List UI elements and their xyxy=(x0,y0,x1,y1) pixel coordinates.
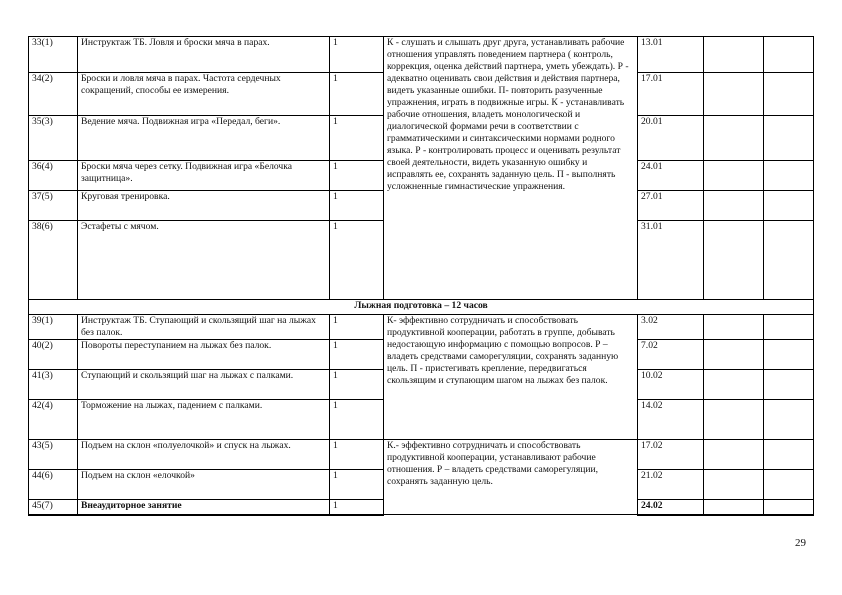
lesson-hours: 1 xyxy=(330,340,384,370)
extra-cell-1 xyxy=(704,73,764,116)
extra-cell-2 xyxy=(764,161,814,191)
lesson-number: 35(3) xyxy=(29,116,78,161)
lesson-number: 41(3) xyxy=(29,370,78,400)
lesson-number: 39(1) xyxy=(29,315,78,340)
lesson-topic: Броски и ловля мяча в парах. Частота сердечных сокращений, способы ее измерения. xyxy=(78,73,330,116)
lesson-topic: Подъем на склон «елочкой» xyxy=(78,470,330,500)
extra-cell-1 xyxy=(704,470,764,500)
lesson-number: 34(2) xyxy=(29,73,78,116)
lesson-hours: 1 xyxy=(330,400,384,440)
lesson-topic: Круговая тренировка. xyxy=(78,191,330,221)
extra-cell-2 xyxy=(764,340,814,370)
lesson-topic: Подъем на склон «полуелочкой» и спуск на лыжах. xyxy=(78,440,330,470)
section-title: Лыжная подготовка – 12 часов xyxy=(29,300,814,315)
lesson-hours: 1 xyxy=(330,470,384,500)
lesson-topic: Торможение на лыжах, падением с палками. xyxy=(78,400,330,440)
lesson-date: 24.01 xyxy=(638,161,704,191)
ucd-description: К - слушать и слышать друг друга, устанавливать рабочие отношения управлять поведением партнера ( контроль, коррекция, оценка действий партнера, уметь убеждать). Р - адекватно оценивать свои действия и действия партнера, видеть указанные ошибки. П- повторить разученные упражнения, играть в подвижные игры. К - устанавливать рабочие отношения, владеть монологической и диалогической формами речи в соответствии с грамматическими и синтаксическими нормами родного языка. Р - контролировать процесс и оценивать результат своей деятельности, видеть указанную ошибку и исправлять ее, сохранять заданную цель. П - выполнять усложненные гимнастические упражнения. xyxy=(384,37,638,300)
extra-cell-1 xyxy=(704,37,764,73)
extra-cell-2 xyxy=(764,500,814,515)
lesson-date: 7.02 xyxy=(638,340,704,370)
extra-cell-1 xyxy=(704,315,764,340)
extra-cell-1 xyxy=(704,400,764,440)
extra-cell-2 xyxy=(764,221,814,300)
lesson-date: 17.01 xyxy=(638,73,704,116)
extra-cell-2 xyxy=(764,37,814,73)
lesson-hours: 1 xyxy=(330,161,384,191)
extra-cell-1 xyxy=(704,221,764,300)
lesson-date: 3.02 xyxy=(638,315,704,340)
lesson-hours: 1 xyxy=(330,221,384,300)
lesson-plan-table xyxy=(28,36,814,516)
extra-cell-2 xyxy=(764,370,814,400)
lesson-hours: 1 xyxy=(330,440,384,470)
lesson-number: 43(5) xyxy=(29,440,78,470)
lesson-date: 20.01 xyxy=(638,116,704,161)
extra-cell-2 xyxy=(764,73,814,116)
page-number: 29 xyxy=(795,537,806,549)
lesson-topic: Броски мяча через сетку. Подвижная игра «Белочка защитница». xyxy=(78,161,330,191)
extra-cell-2 xyxy=(764,440,814,470)
extra-cell-1 xyxy=(704,191,764,221)
lesson-date: 24.02 xyxy=(638,500,704,515)
lesson-date: 17.02 xyxy=(638,440,704,470)
lesson-hours: 1 xyxy=(330,370,384,400)
lesson-date: 13.01 xyxy=(638,37,704,73)
extra-cell-2 xyxy=(764,116,814,161)
extra-cell-2 xyxy=(764,400,814,440)
lesson-topic: Ступающий и скользящий шаг на лыжах с палками. xyxy=(78,370,330,400)
table-row xyxy=(29,37,814,73)
lesson-topic: Повороты переступанием на лыжах без палок. xyxy=(78,340,330,370)
lesson-number: 42(4) xyxy=(29,400,78,440)
extra-cell-2 xyxy=(764,191,814,221)
lesson-topic: Внеаудиторное занятие xyxy=(78,500,330,515)
lesson-number: 37(5) xyxy=(29,191,78,221)
extra-cell-1 xyxy=(704,116,764,161)
lesson-hours: 1 xyxy=(330,37,384,73)
extra-cell-2 xyxy=(764,470,814,500)
lesson-topic: Инструктаж ТБ. Ловля и броски мяча в парах. xyxy=(78,37,330,73)
lesson-date: 27.01 xyxy=(638,191,704,221)
lesson-number: 40(2) xyxy=(29,340,78,370)
extra-cell-1 xyxy=(704,370,764,400)
lesson-hours: 1 xyxy=(330,73,384,116)
extra-cell-1 xyxy=(704,340,764,370)
extra-cell-1 xyxy=(704,440,764,470)
lesson-date: 14.02 xyxy=(638,400,704,440)
extra-cell-2 xyxy=(764,315,814,340)
lesson-hours: 1 xyxy=(330,116,384,161)
lesson-number: 36(4) xyxy=(29,161,78,191)
lesson-date: 10.02 xyxy=(638,370,704,400)
lesson-number: 45(7) xyxy=(29,500,78,515)
lesson-topic: Ведение мяча. Подвижная игра «Передал, беги». xyxy=(78,116,330,161)
ucd-description: К.- эффективно сотрудничать и способствовать продуктивной кооперации, устанавливают рабочие отношения. Р – владеть средствами саморегуляции, сохранять заданную цель. xyxy=(384,440,638,515)
table-row xyxy=(29,440,814,470)
table-row xyxy=(29,315,814,340)
lesson-topic: Эстафеты с мячом. xyxy=(78,221,330,300)
lesson-number: 33(1) xyxy=(29,37,78,73)
lesson-number: 38(6) xyxy=(29,221,78,300)
lesson-number: 44(6) xyxy=(29,470,78,500)
extra-cell-1 xyxy=(704,161,764,191)
section-header-row xyxy=(29,300,814,315)
lesson-date: 21.02 xyxy=(638,470,704,500)
lesson-hours: 1 xyxy=(330,191,384,221)
lesson-topic: Инструктаж ТБ. Ступающий и скользящий шаг на лыжах без палок. xyxy=(78,315,330,340)
ucd-description: К- эффективно сотрудничать и способствовать продуктивной кооперации, работать в группе, добывать недостающую информацию с помощью вопросов. Р – владеть средствами саморегуляции, сохранять заданную цель. П - пристегивать крепление, передвигаться скользящим и ступающим шагом на лыжах без палок. xyxy=(384,315,638,440)
lesson-hours: 1 xyxy=(330,500,384,515)
lesson-date: 31.01 xyxy=(638,221,704,300)
extra-cell-1 xyxy=(704,500,764,515)
lesson-hours: 1 xyxy=(330,315,384,340)
